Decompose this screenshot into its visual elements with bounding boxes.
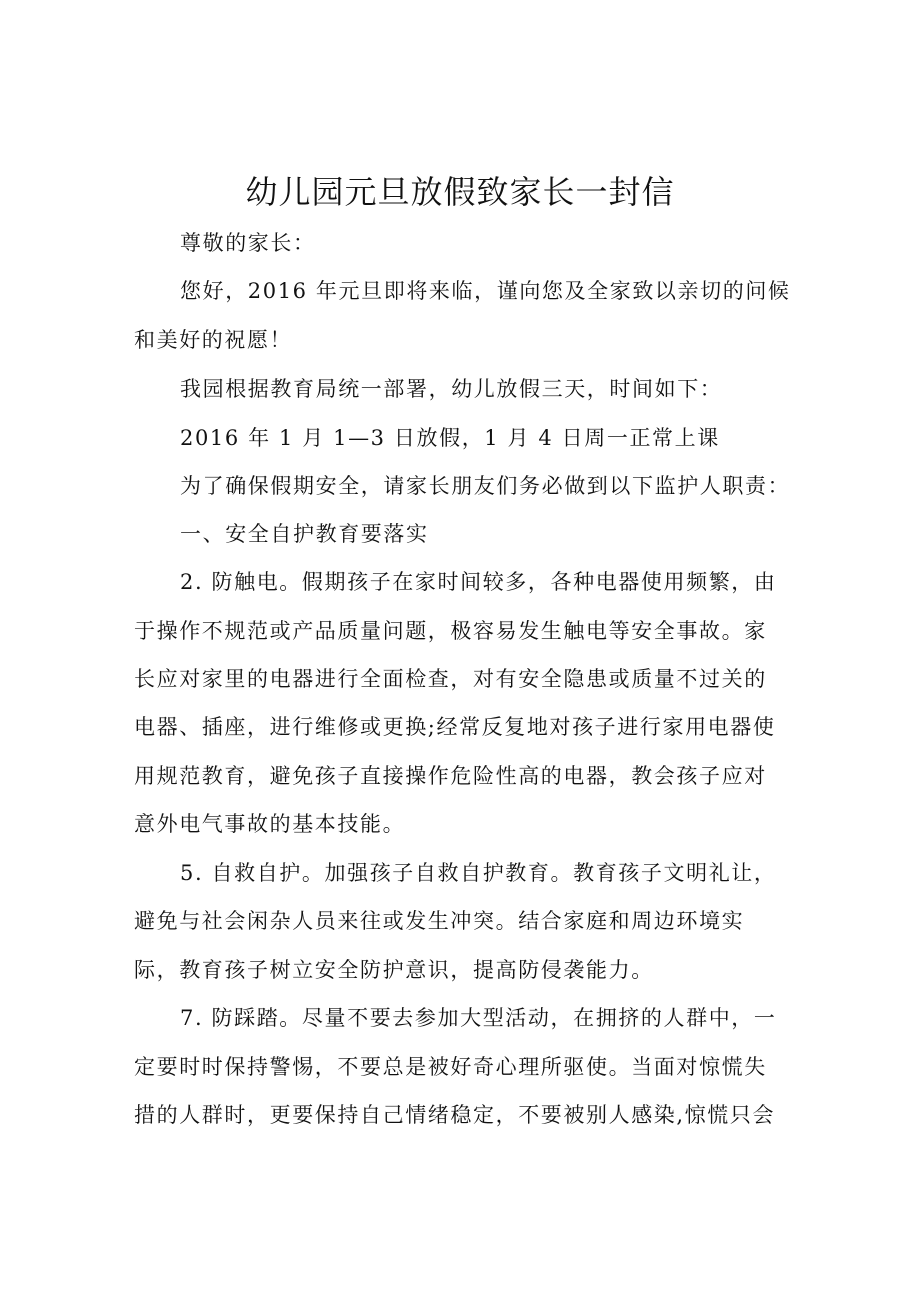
item-5-line-3: 际，教育孩子树立安全防护意识，提高防侵袭能力。: [134, 958, 654, 982]
item-7-line-2: 定要时时保持警惕，不要总是被好奇心理所驱使。当面对惊慌失: [134, 1055, 767, 1079]
holiday-schedule: 2016 年 1 月 1—3 日放假，1 月 4 日周一正常上课: [180, 426, 720, 450]
holiday-notice: 我园根据教育局统一部署，幼儿放假三天，时间如下：: [180, 377, 723, 401]
item-2-line-1: 2. 防触电。假期孩子在家时间较多，各种电器使用频繁，由: [180, 570, 777, 594]
item-7-line-1: 7. 防踩踏。尽量不要去参加大型活动，在拥挤的人群中，一: [180, 1006, 777, 1030]
item-2-line-2: 于操作不规范或产品质量问题，极容易发生触电等安全事故。家: [134, 619, 767, 643]
item-5-line-2: 避免与社会闲杂人员来往或发生冲突。结合家庭和周边环境实: [134, 909, 745, 933]
greeting-line-1: 您好，2016 年元旦即将来临，谨向您及全家致以亲切的问候: [180, 279, 791, 303]
item-2-line-3: 长应对家里的电器进行全面检查，对有安全隐患或质量不过关的: [134, 667, 767, 691]
item-5-line-1: 5. 自救自护。加强孩子自救自护教育。教育孩子文明礼让，: [180, 861, 777, 885]
section-heading-1: 一、安全自护教育要落实: [180, 522, 429, 546]
item-2-line-4: 电器、插座，进行维修或更换;经常反复地对孩子进行家用电器使: [134, 715, 776, 739]
document-title: 幼儿园元旦放假致家长一封信: [245, 173, 675, 211]
item-2-line-5: 用规范教育，避免孩子直接操作危险性高的电器，教会孩子应对: [134, 764, 767, 788]
item-7-line-3: 措的人群时，更要保持自己情绪稳定，不要被别人感染,惊慌只会: [134, 1103, 776, 1127]
salutation: 尊敬的家长：: [180, 231, 316, 255]
greeting-line-2: 和美好的祝愿！: [134, 328, 293, 352]
duty-intro: 为了确保假期安全，请家长朋友们务必做到以下监护人职责：: [180, 474, 791, 498]
item-2-line-6: 意外电气事故的基本技能。: [134, 812, 406, 836]
